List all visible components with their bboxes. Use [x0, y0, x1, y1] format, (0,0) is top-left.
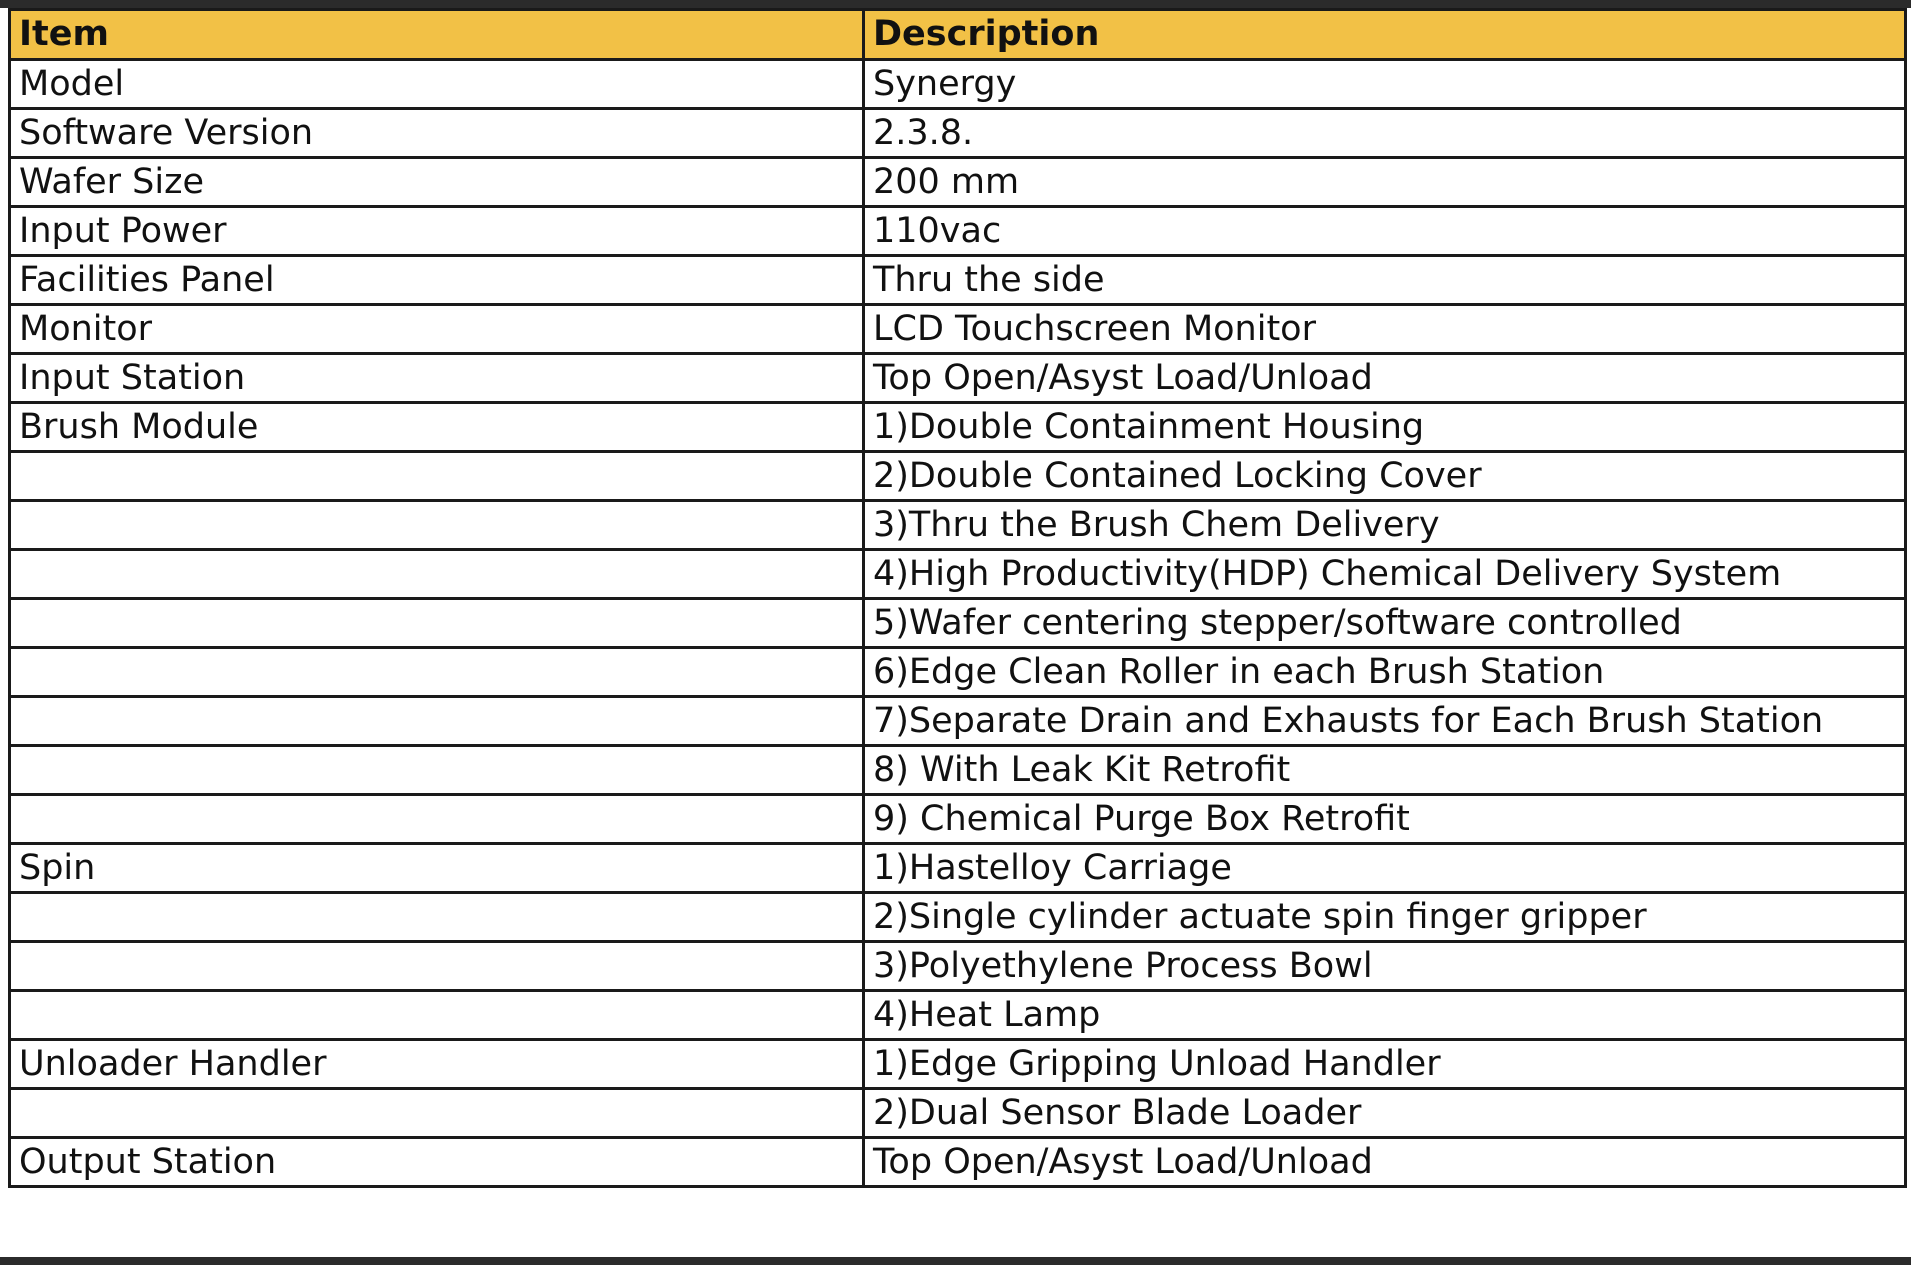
- cell-item: [10, 697, 864, 746]
- bottom-border: [0, 1257, 1911, 1265]
- spec-table: [8, 8, 1907, 1188]
- cell-item: [10, 501, 864, 550]
- table-row: [10, 207, 1906, 256]
- cell-item: Monitor: [10, 305, 864, 354]
- table-row: [10, 991, 1906, 1040]
- cell-description: 3)Polyethylene Process Bowl: [864, 942, 1906, 991]
- table-row: [10, 60, 1906, 109]
- table-row: [10, 452, 1906, 501]
- cell-item: Input Station: [10, 354, 864, 403]
- cell-item: Facilities Panel: [10, 256, 864, 305]
- cell-description: 2)Single cylinder actuate spin finger gripper: [864, 893, 1906, 942]
- cell-item: [10, 991, 864, 1040]
- cell-item: [10, 452, 864, 501]
- table-row: [10, 305, 1906, 354]
- table-row: [10, 599, 1906, 648]
- top-border: [0, 0, 1911, 8]
- cell-description: Top Open/Asyst Load/Unload: [864, 1138, 1906, 1187]
- cell-item: [10, 1089, 864, 1138]
- cell-item: Wafer Size: [10, 158, 864, 207]
- table-row: [10, 648, 1906, 697]
- cell-description: 2)Double Contained Locking Cover: [864, 452, 1906, 501]
- cell-description: 5)Wafer centering stepper/software controlled: [864, 599, 1906, 648]
- cell-item: [10, 893, 864, 942]
- cell-item: [10, 599, 864, 648]
- cell-description: 6)Edge Clean Roller in each Brush Station: [864, 648, 1906, 697]
- cell-item: Software Version: [10, 109, 864, 158]
- cell-item: [10, 795, 864, 844]
- table-row: [10, 256, 1906, 305]
- cell-description: 110vac: [864, 207, 1906, 256]
- table-row: [10, 501, 1906, 550]
- cell-description: 3)Thru the Brush Chem Delivery: [864, 501, 1906, 550]
- table-row: [10, 746, 1906, 795]
- cell-item: Brush Module: [10, 403, 864, 452]
- table-row: [10, 795, 1906, 844]
- cell-description: LCD Touchscreen Monitor: [864, 305, 1906, 354]
- table-row: [10, 109, 1906, 158]
- cell-item: [10, 746, 864, 795]
- cell-item: Spin: [10, 844, 864, 893]
- cell-item: Input Power: [10, 207, 864, 256]
- column-header-description: Description: [864, 10, 1906, 60]
- cell-description: 1)Double Containment Housing: [864, 403, 1906, 452]
- cell-description: 7)Separate Drain and Exhausts for Each Brush Station: [864, 697, 1906, 746]
- table-row: [10, 1138, 1906, 1187]
- cell-description: Top Open/Asyst Load/Unload: [864, 354, 1906, 403]
- cell-description: 200 mm: [864, 158, 1906, 207]
- cell-item: Unloader Handler: [10, 1040, 864, 1089]
- table-row: [10, 403, 1906, 452]
- cell-item: [10, 550, 864, 599]
- table-header-row: [10, 10, 1906, 60]
- cell-description: 8) With Leak Kit Retrofit: [864, 746, 1906, 795]
- table-row: [10, 844, 1906, 893]
- table-row: [10, 893, 1906, 942]
- cell-item: Model: [10, 60, 864, 109]
- table-row: [10, 550, 1906, 599]
- table-row: [10, 1040, 1906, 1089]
- table-row: [10, 354, 1906, 403]
- cell-item: [10, 942, 864, 991]
- cell-description: 2.3.8.: [864, 109, 1906, 158]
- table-row: [10, 1089, 1906, 1138]
- cell-item: [10, 648, 864, 697]
- cell-description: 1)Hastelloy Carriage: [864, 844, 1906, 893]
- table-row: [10, 697, 1906, 746]
- cell-description: 4)Heat Lamp: [864, 991, 1906, 1040]
- cell-description: Thru the side: [864, 256, 1906, 305]
- table-body: [10, 60, 1906, 1187]
- cell-description: 4)High Productivity(HDP) Chemical Delivery System: [864, 550, 1906, 599]
- cell-item: Output Station: [10, 1138, 864, 1187]
- column-header-item: Item: [10, 10, 864, 60]
- table-row: [10, 942, 1906, 991]
- cell-description: Synergy: [864, 60, 1906, 109]
- table-row: [10, 158, 1906, 207]
- cell-description: 2)Dual Sensor Blade Loader: [864, 1089, 1906, 1138]
- cell-description: 9) Chemical Purge Box Retrofit: [864, 795, 1906, 844]
- cell-description: 1)Edge Gripping Unload Handler: [864, 1040, 1906, 1089]
